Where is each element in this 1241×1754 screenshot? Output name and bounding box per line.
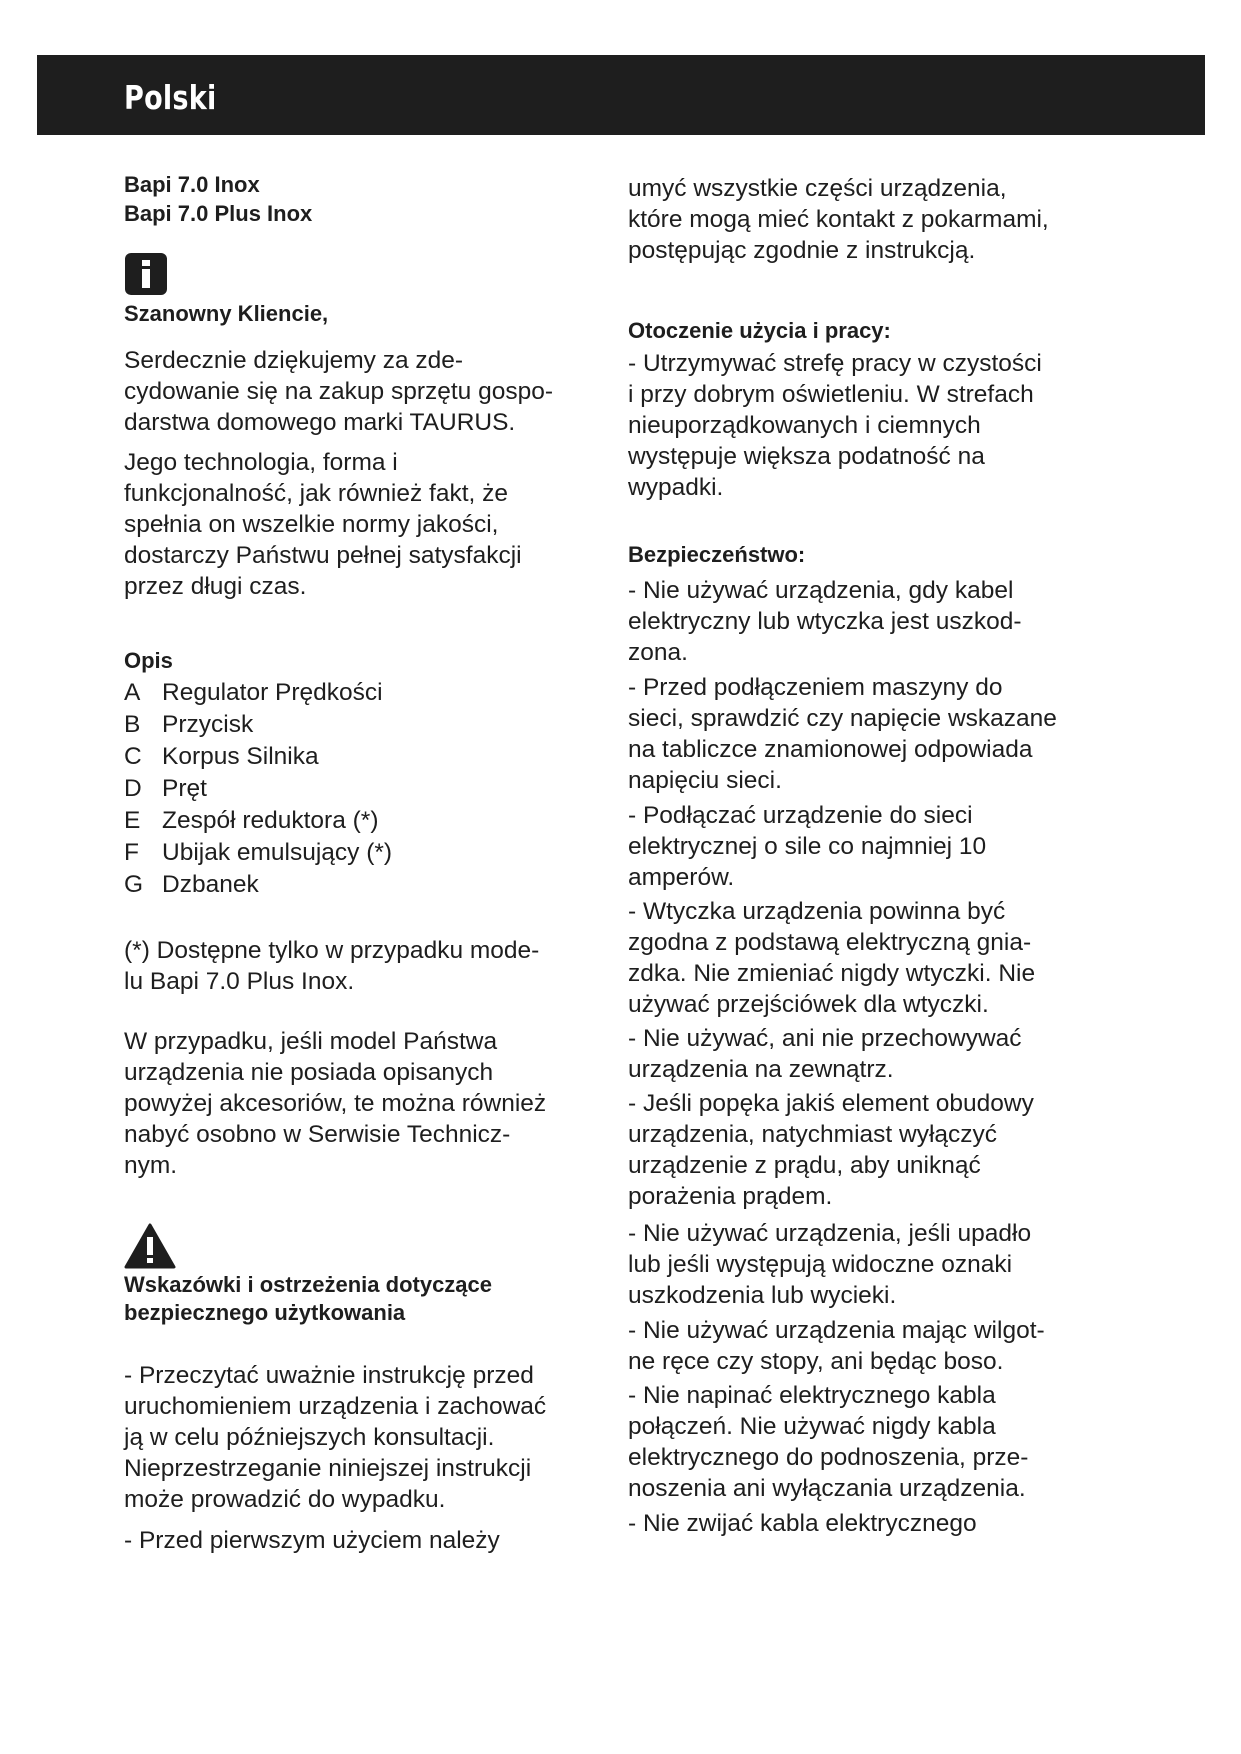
list-item: B Przycisk <box>124 711 254 738</box>
left-column <box>124 170 584 1556</box>
parts-list <box>124 677 584 901</box>
list-item: - Nie używać, ani nie przechowywać urządzenia na zewnątrz. <box>628 1025 1022 1083</box>
safety-list <box>628 575 1088 1539</box>
header-bar <box>37 55 1205 135</box>
model-name: Bapi 7.0 Inox <box>124 172 260 197</box>
warning-icon <box>124 1223 176 1269</box>
list-item: - Wtyczka urządzenia powinna być zgodna z podstawą elektryczną gnia- zdka. Nie zmieniać nigdy wtyczki. Nie używać przejściówek dla wtyczki. <box>628 898 1036 1018</box>
list-item: - Nie używać urządzenia mając wilgot- ne ręce czy stopy, ani będąc boso. <box>628 1317 1045 1375</box>
page-title: Polski <box>124 78 217 117</box>
environment-heading: Otoczenie użycia i pracy: <box>628 318 891 343</box>
list-item: - Nie zwijać kabla elektrycznego <box>628 1510 977 1537</box>
list-item: E Zespół reduktora (*) <box>124 807 379 834</box>
intro-paragraph: Serdecznie dziękujemy za zde- cydowanie się na zakup sprzętu gospo- darstwa domowego marki TAURUS. <box>124 347 554 436</box>
list-item: - Podłączać urządzenie do sieci elektrycznej o sile co najmniej 10 amperów. <box>628 802 987 891</box>
description-heading: Opis <box>124 648 173 673</box>
right-column <box>628 170 1088 1539</box>
list-item: - Nie używać urządzenia, jeśli upadło lub jeśli występują widoczne oznaki uszkodzenia lub wycieki. <box>628 1220 1032 1309</box>
list-item: C Korpus Silnika <box>124 743 319 770</box>
model-name: Bapi 7.0 Plus Inox <box>124 201 313 226</box>
safety-heading: Bezpieczeństwo: <box>628 542 806 567</box>
safety-intro-paragraph: - Przeczytać uważnie instrukcję przed uruchomieniem urządzenia i zachować ją w celu późniejszych konsultacji. Nieprzestrzeganie niniejszej instrukcji może prowadzić do wypadku. <box>124 1362 547 1513</box>
continuation-paragraph: umyć wszystkie części urządzenia, które mogą mieć kontakt z pokarmami, postępując zgodnie z instrukcją. <box>628 175 1049 264</box>
safety-intro-paragraph: - Przed pierwszym użyciem należy <box>124 1527 500 1554</box>
info-icon <box>124 252 168 296</box>
accessories-paragraph: W przypadku, jeśli model Państwa urządzenia nie posiada opisanych powyżej akcesoriów, te można również nabyć osobno w Serwisie Technicz- nym. <box>124 1028 547 1179</box>
list-item: G Dzbanek <box>124 871 259 898</box>
list-item: A Regulator Prędkości <box>124 679 383 706</box>
list-item: F Ubijak emulsujący (*) <box>124 839 393 866</box>
list-item: - Nie napinać elektrycznego kabla połączeń. Nie używać nigdy kabla elektrycznego do podnoszenia, prze- noszenia ani wyłączania urządzenia. <box>628 1382 1029 1502</box>
list-item: - Jeśli popęka jakiś element obudowy urządzenia, natychmiast wyłączyć urządzenie z prądu, aby uniknąć porażenia prądem. <box>628 1090 1034 1210</box>
list-item: - Przed podłączeniem maszyny do sieci, sprawdzić czy napięcie wskazane na tabliczce znamionowej odpowiada napięciu sieci. <box>628 674 1057 794</box>
list-item: - Nie używać urządzenia, gdy kabel elektryczny lub wtyczka jest uszkod- zona. <box>628 577 1022 666</box>
footnote: (*) Dostępne tylko w przypadku mode- lu Bapi 7.0 Plus Inox. <box>124 937 540 995</box>
greeting: Szanowny Kliencie, <box>124 301 329 326</box>
environment-paragraph: - Utrzymywać strefę pracy w czystości i przy dobrym oświetleniu. W strefach nieuporządkowanych i ciemnych występuje większa podatność na wypadki. <box>628 350 1042 501</box>
intro-paragraph: Jego technologia, forma i funkcjonalność, jak również fakt, że spełnia on wszelkie normy jakości, dostarczy Państwu pełnej satysfakcji przez długi czas. <box>124 449 522 600</box>
safety-intro-heading: Wskazówki i ostrzeżenia dotyczące bezpiecznego użytkowania <box>124 1272 493 1325</box>
list-item: D Pręt <box>124 775 207 802</box>
